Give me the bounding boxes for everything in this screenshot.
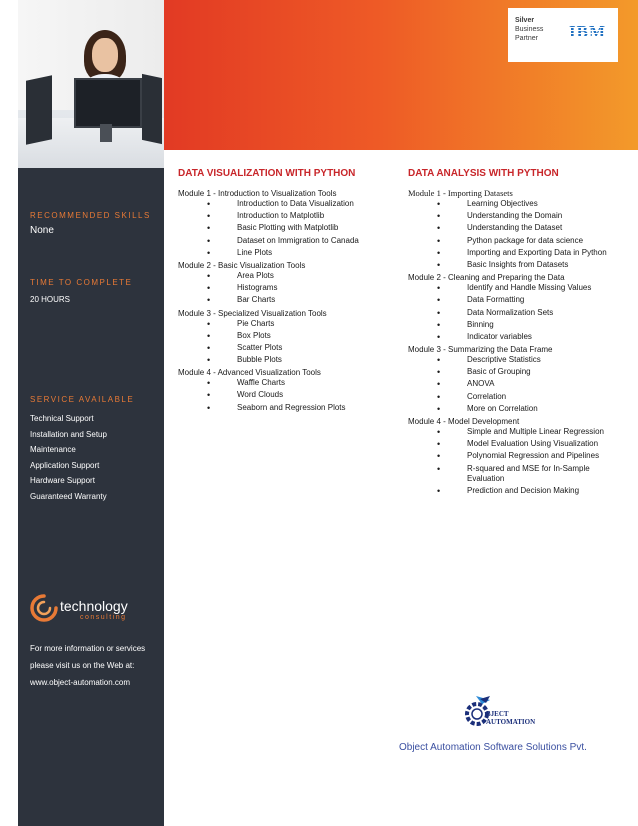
data-visualization-column	[178, 168, 400, 415]
service-item: Technical Support	[30, 414, 94, 423]
service-list	[30, 414, 107, 507]
service-available-heading: SERVICE AVAILABLE	[30, 395, 135, 404]
list-item: • Box Plots	[178, 331, 400, 341]
column-title: DATA ANALYSIS WITH PYTHON	[408, 168, 559, 179]
list-item: • Importing and Exporting Data in Python	[408, 248, 618, 258]
contact-info	[30, 644, 145, 695]
module-title: Module 2 - Basic Visualization Tools	[178, 260, 306, 270]
service-item: Maintenance	[30, 445, 76, 454]
list-item: • Correlation	[408, 392, 618, 402]
list-item: • Understanding the Domain	[408, 211, 618, 221]
time-to-complete-value: 20 HOURS	[30, 295, 71, 304]
module-title: Module 1 - Importing Datasets	[408, 188, 513, 198]
info-line: please visit us on the Web at:	[30, 661, 135, 670]
list-item: • Basic Plotting with Matplotlib	[178, 223, 400, 233]
swirl-logo-icon	[30, 594, 58, 622]
logo-line1: BJECT	[486, 710, 509, 718]
company-name: Object Automation Software Solutions Pvt.	[399, 742, 587, 753]
list-item: • R-squared and MSE for In-Sample Evaluation	[408, 464, 618, 484]
time-to-complete-heading: TIME TO COMPLETE	[30, 278, 133, 287]
list-item: • Line Plots	[178, 248, 400, 258]
list-item: • Introduction to Matplotlib	[178, 211, 400, 221]
object-automation-logo	[462, 694, 542, 730]
ibm-partner-badge	[508, 8, 618, 62]
module-title: Module 3 - Summarizing the Data Frame	[408, 345, 553, 355]
recommended-skills-heading: RECOMMENDED SKILLS	[30, 211, 151, 220]
service-item: Guaranteed Warranty	[30, 491, 107, 501]
list-item: • Data Normalization Sets	[408, 308, 618, 318]
list-item: • Simple and Multiple Linear Regression	[408, 427, 618, 437]
partner-line1: Silver	[515, 17, 535, 24]
partner-line3: Partner	[515, 35, 538, 42]
list-item: • Bubble Plots	[178, 355, 400, 365]
partner-line2: Business	[515, 26, 544, 33]
logo-line2: AUTOMATION	[486, 718, 536, 726]
list-item: • Understanding the Dataset	[408, 223, 618, 233]
list-item: • Binning	[408, 320, 618, 330]
data-analysis-column	[408, 168, 618, 498]
list-item: • Descriptive Statistics	[408, 355, 618, 365]
list-item: • Basic of Grouping	[408, 367, 618, 377]
list-item: • Scatter Plots	[178, 343, 400, 353]
list-item: • Indicator variables	[408, 332, 618, 342]
recommended-skills-value: None	[30, 225, 54, 236]
service-item: Installation and Setup	[30, 429, 107, 439]
service-item: Application Support	[30, 460, 100, 470]
list-item: • Word Clouds	[178, 390, 400, 400]
module-title: Module 1 - Introduction to Visualization Tools	[178, 189, 337, 198]
sidebar	[18, 168, 164, 826]
list-item: • ANOVA	[408, 379, 618, 389]
list-item: • Waffle Charts	[178, 378, 400, 388]
list-item: • Python package for data science	[408, 236, 618, 246]
list-item: • Learning Objectives	[408, 199, 618, 209]
list-item: • Seaborn and Regression Plots	[178, 403, 400, 413]
logo-line2: consulting	[80, 614, 127, 621]
module-title: Module 2 - Cleaning and Preparing the Data	[408, 273, 565, 283]
list-item: • Pie Charts	[178, 319, 400, 329]
list-item: • Basic Insights from Datasets	[408, 260, 618, 270]
logo-line1: technology	[60, 598, 128, 614]
list-item: • Data Formatting	[408, 295, 618, 305]
list-item: • Bar Charts	[178, 295, 400, 305]
info-line: For more information or services	[30, 644, 146, 653]
module-title: Module 4 - Advanced Visualization Tools	[178, 368, 321, 378]
module-title: Module 3 - Specialized Visualization Tools	[178, 308, 327, 318]
service-item: Hardware Support	[30, 476, 95, 485]
list-item: • Dataset on Immigration to Canada	[178, 236, 400, 246]
list-item: • Identify and Handle Missing Values	[408, 283, 618, 293]
list-item: • Polynomial Regression and Pipelines	[408, 451, 618, 461]
module-title: Module 4 - Model Development	[408, 417, 520, 426]
list-item: • Model Evaluation Using Visualization	[408, 439, 618, 449]
list-item: • More on Correlation	[408, 404, 618, 414]
column-title: DATA VISUALIZATION WITH PYTHON	[178, 168, 356, 179]
ibm-logo: IBM	[569, 22, 606, 41]
list-item: • Introduction to Data Visualization	[178, 199, 400, 209]
list-item: • Area Plots	[178, 271, 400, 281]
header-photo	[18, 0, 164, 168]
list-item: • Prediction and Decision Making	[408, 486, 618, 496]
list-item: • Histograms	[178, 283, 400, 293]
info-url: www.object-automation.com	[30, 678, 131, 687]
